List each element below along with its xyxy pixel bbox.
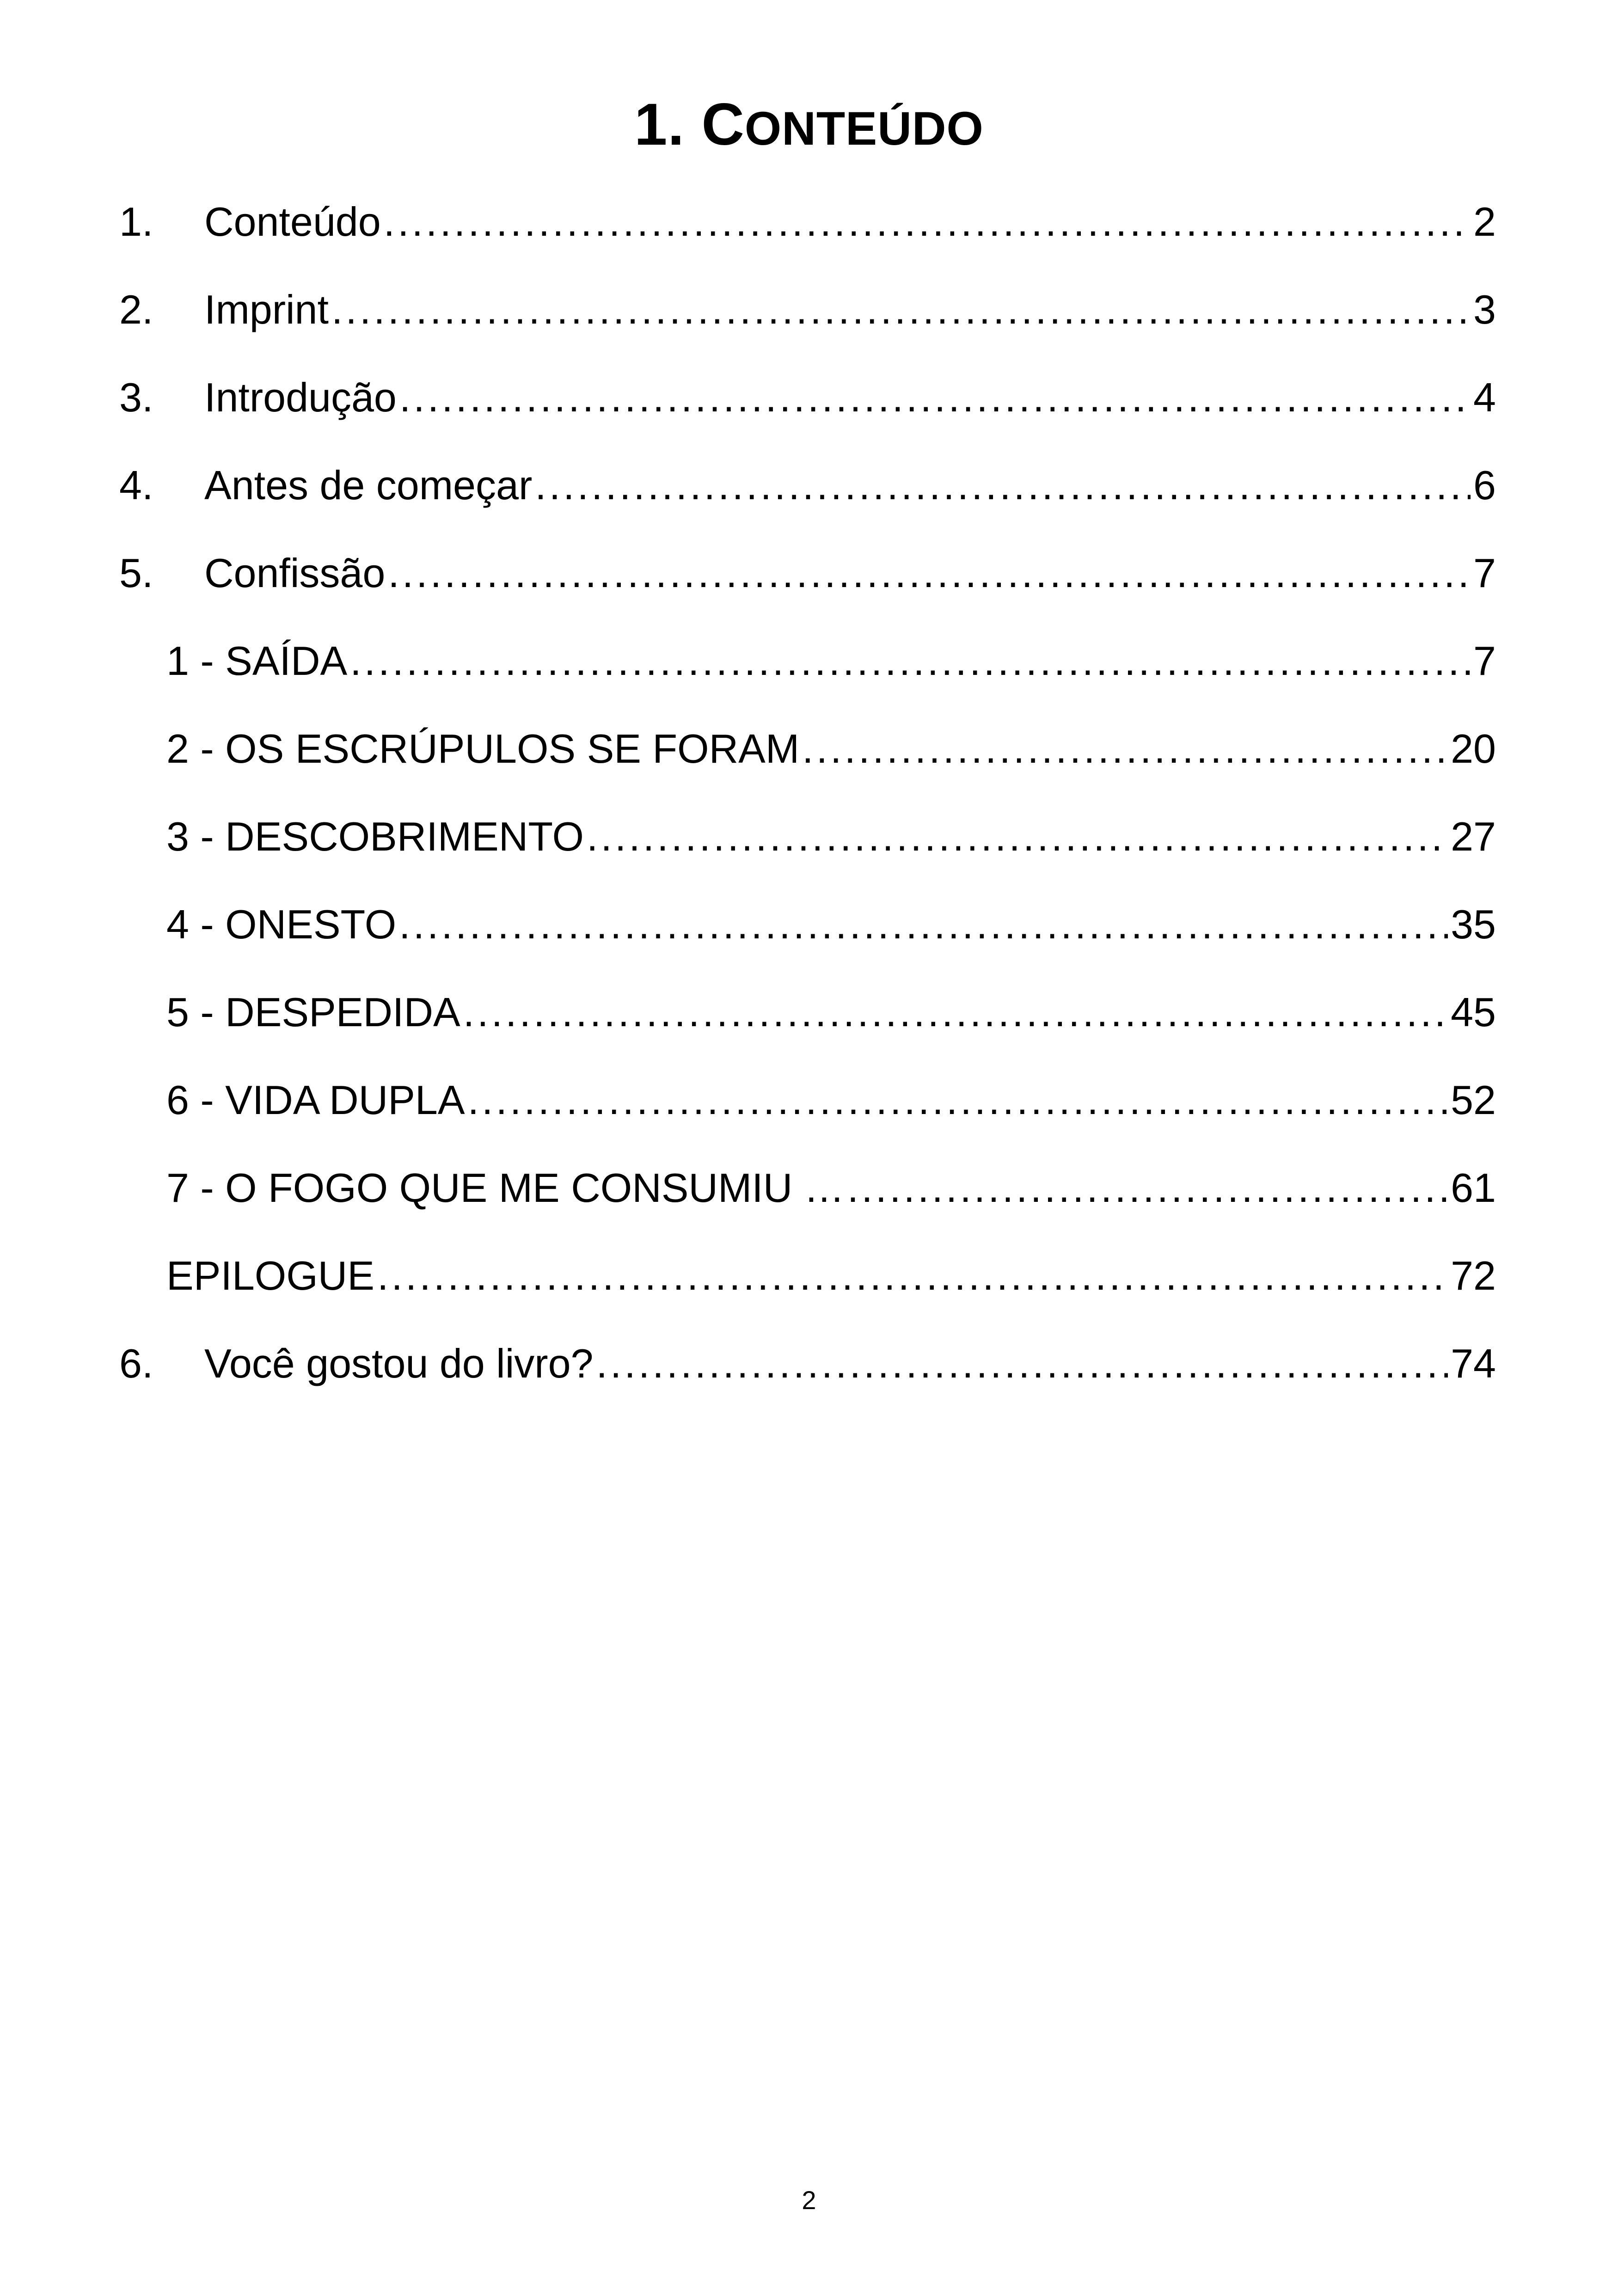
- toc-subentry[interactable]: [166, 793, 1496, 862]
- toc-entry[interactable]: [119, 1320, 1496, 1389]
- toc-entry-page: 20: [1451, 726, 1496, 771]
- toc-dot-leader: [399, 899, 1448, 950]
- toc-entry-number: 1.: [119, 199, 153, 245]
- toc-subentry[interactable]: [166, 1232, 1496, 1301]
- toc-entry-page: 3: [1473, 287, 1496, 332]
- toc-entry-title: Conteúdo: [204, 199, 381, 245]
- toc-entry-page: 4: [1473, 374, 1496, 420]
- toc-entry-page: 7: [1473, 638, 1496, 684]
- toc-entry[interactable]: [119, 441, 1496, 511]
- toc-subentry[interactable]: [166, 968, 1496, 1038]
- toc-entry-title: 2 - OS ESCRÚPULOS SE FORAM: [166, 726, 800, 771]
- toc-dot-leader: [596, 1338, 1448, 1389]
- toc-entry-page: 52: [1451, 1077, 1496, 1123]
- toc-entry[interactable]: [119, 266, 1496, 335]
- toc-dot-leader: [377, 1250, 1448, 1301]
- toc-subentry[interactable]: [166, 1056, 1496, 1126]
- title-small-caps: ONTEÚDO: [744, 102, 984, 155]
- toc-entry-title: Introdução: [204, 374, 397, 420]
- toc-entry-page: 6: [1473, 462, 1496, 508]
- toc-entry-title: 3 - DESCOBRIMENTO: [166, 814, 584, 859]
- toc-dot-leader: [388, 548, 1471, 599]
- toc-entry-number: 4.: [119, 462, 153, 508]
- toc-entry-page: 45: [1451, 989, 1496, 1035]
- toc-dot-leader: [350, 636, 1471, 686]
- toc-entry-title: 4 - ONESTO: [166, 901, 397, 947]
- toc-entry-number: 3.: [119, 374, 153, 420]
- toc-dot-leader: [384, 196, 1471, 247]
- toc-entry-number: 6.: [119, 1341, 153, 1386]
- toc-subentry[interactable]: [166, 1144, 1496, 1213]
- toc-dot-leader: [468, 1075, 1448, 1126]
- toc-entry-title: 5 - DESPEDIDA: [166, 989, 460, 1035]
- toc-entry-page: 7: [1473, 550, 1496, 596]
- toc-dot-leader: [463, 987, 1448, 1038]
- toc-dot-leader: [535, 460, 1471, 511]
- toc-entry-page: 27: [1451, 814, 1496, 859]
- title-first-letter: C: [701, 92, 745, 158]
- toc-subentry[interactable]: [166, 617, 1496, 686]
- toc-entry-title: Antes de começar: [204, 462, 533, 508]
- toc-entry[interactable]: [119, 354, 1496, 423]
- toc-entry-title: EPILOGUE: [166, 1253, 374, 1298]
- toc-entry-page: 35: [1451, 901, 1496, 947]
- toc-entry-title: 6 - VIDA DUPLA: [166, 1077, 465, 1123]
- toc-entry-title: Você gostou do livro?: [204, 1341, 594, 1386]
- toc-dot-leader: [331, 284, 1471, 335]
- toc-entry-page: 72: [1451, 1253, 1496, 1298]
- toc-subentry[interactable]: [166, 705, 1496, 774]
- toc-entry-page: 61: [1451, 1165, 1496, 1211]
- toc-entry[interactable]: [119, 529, 1496, 599]
- toc-entry-number: 2.: [119, 287, 153, 332]
- toc-subentry[interactable]: [166, 881, 1496, 950]
- toc-entry-title: 1 - SAÍDA: [166, 638, 348, 684]
- toc-entry-title: 7 - O FOGO QUE ME CONSUMIU …: [166, 1165, 845, 1211]
- toc-dot-leader: [847, 1163, 1448, 1213]
- toc-entry-title: Imprint: [204, 287, 329, 332]
- toc-entry-page: 74: [1451, 1341, 1496, 1386]
- toc-entry-title: Confissão: [204, 550, 386, 596]
- toc-dot-leader: [802, 723, 1448, 774]
- page-number: 2: [802, 2186, 816, 2215]
- toc-dot-leader: [399, 372, 1471, 423]
- toc-dot-leader: [587, 811, 1448, 862]
- title-number: 1.: [634, 92, 685, 158]
- toc-entry[interactable]: [119, 178, 1496, 247]
- toc-entry-number: 5.: [119, 550, 153, 596]
- toc-entry-page: 2: [1473, 199, 1496, 245]
